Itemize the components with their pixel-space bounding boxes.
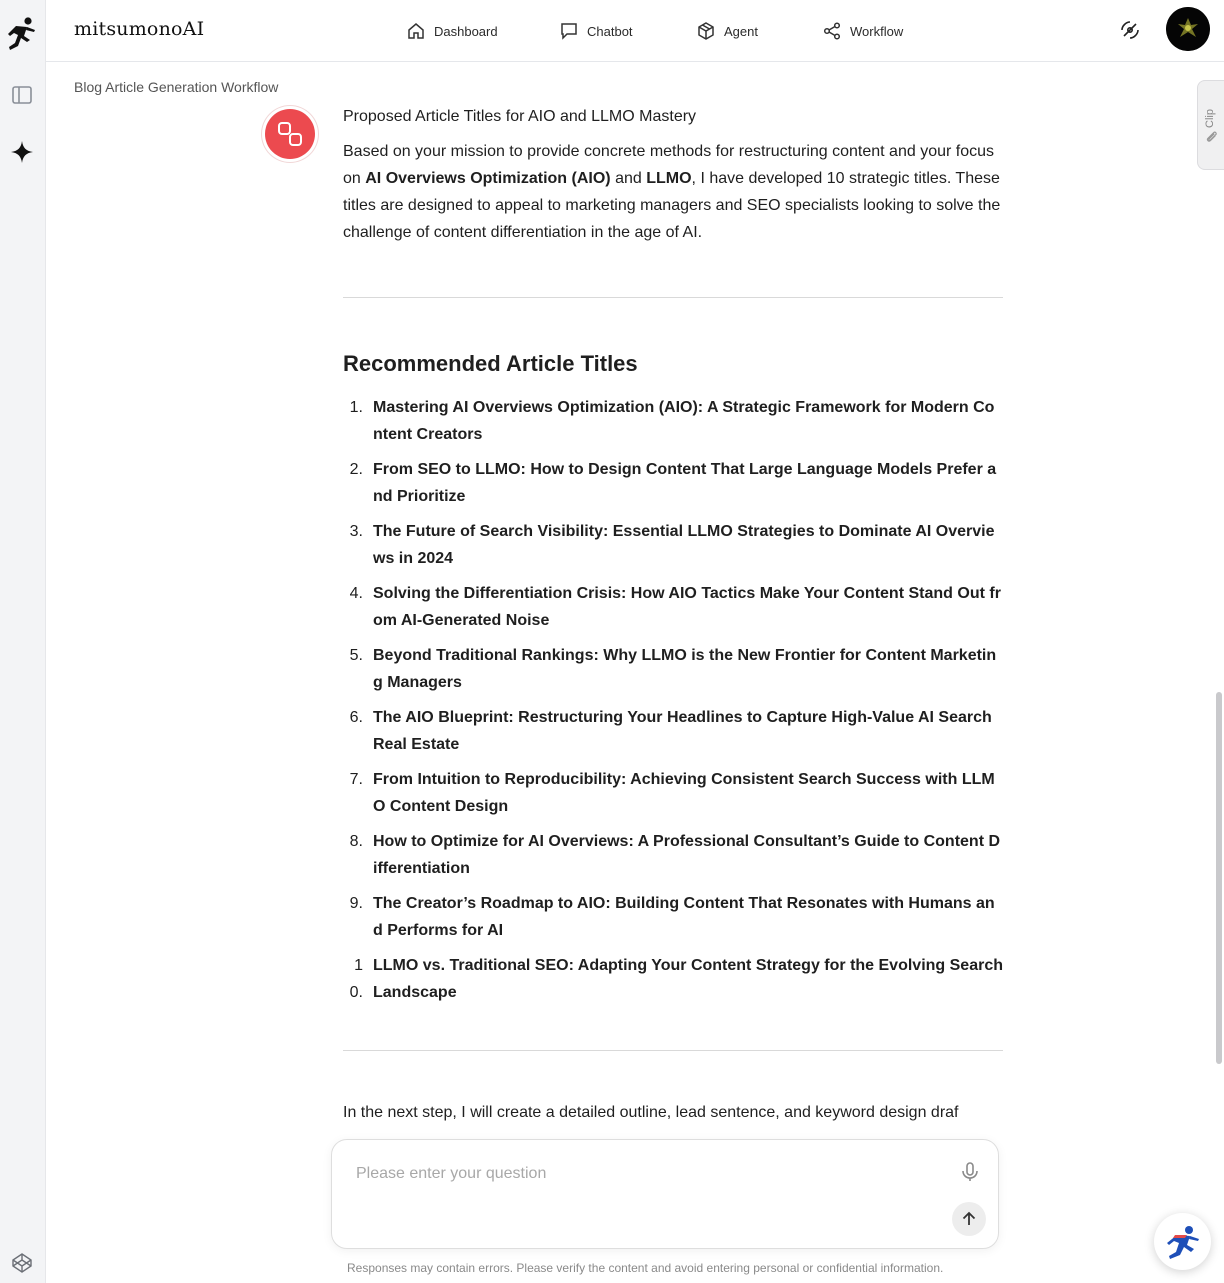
message-title: Proposed Article Titles for AIO and LLMO Mastery [343, 108, 697, 125]
assistant-message [343, 104, 1003, 1134]
title-number: 8. [349, 833, 363, 850]
runner-logo-icon[interactable] [6, 16, 38, 54]
nav-workflow[interactable] [822, 19, 903, 43]
title-list-item [343, 766, 1003, 820]
left-rail [0, 0, 46, 1283]
title-text: LLMO vs. Traditional SEO: Adapting Your Content Strategy for the Evolving Search Landscape [373, 957, 1003, 1001]
title-number: 6. [349, 709, 363, 726]
title-number: 2. [349, 461, 363, 478]
title-text: From SEO to LLMO: How to Design Content That Large Language Models Prefer and Prioritize [373, 461, 997, 505]
disclaimer-text: Responses may contain errors. Please verify the content and avoid entering personal or confidential information. [347, 1261, 944, 1275]
title-list-item [343, 952, 1003, 1006]
title-number: 7. [349, 771, 363, 788]
title-list-item [343, 456, 1003, 510]
title-number: 1. [349, 399, 363, 416]
sparkle-icon[interactable] [9, 139, 35, 165]
title-text: Mastering AI Overviews Optimization (AIO): A Strategic Framework for Modern Content Creators [373, 399, 995, 443]
home-icon [406, 21, 426, 41]
divider [343, 1050, 1003, 1051]
title-list-item [343, 580, 1003, 634]
send-button[interactable] [952, 1202, 986, 1236]
sidebar-toggle-icon[interactable] [9, 82, 35, 108]
nav-dashboard-label: Dashboard [434, 23, 498, 39]
title-text: Solving the Differentiation Crisis: How AIO Tactics Make Your Content Stand Out from AI-Generated Noise [373, 585, 1001, 629]
title-list-item [343, 890, 1003, 944]
user-avatar[interactable] [1166, 7, 1210, 51]
cube-icon [696, 21, 716, 41]
nav-agent[interactable] [696, 19, 758, 43]
broadcast-icon[interactable] [1118, 18, 1142, 42]
title-text: The Future of Search Visibility: Essential LLMO Strategies to Dominate AI Overviews in 2024 [373, 523, 995, 567]
paperclip-icon [1204, 129, 1219, 144]
title-number: 4. [349, 585, 363, 602]
section-heading: Recommended Article Titles [343, 351, 638, 376]
message-next-step: In the next step, I will create a detailed outline, lead sentence, and keyword design draf [343, 1104, 959, 1121]
question-input[interactable] [356, 1162, 916, 1186]
breadcrumb[interactable]: Blog Article Generation Workflow [74, 79, 279, 95]
arrow-up-icon [960, 1210, 978, 1228]
clip-label: Clip [1204, 109, 1216, 128]
nav-workflow-label: Workflow [850, 23, 904, 39]
title-list-item [343, 828, 1003, 882]
title-text: How to Optimize for AI Overviews: A Professional Consultant’s Guide to Content Differentiation [373, 833, 1001, 877]
title-list-item [343, 394, 1003, 448]
title-list-item [343, 704, 1003, 758]
title-number: 10. [349, 957, 363, 1001]
share-nodes-icon [822, 21, 842, 41]
title-text: The AIO Blueprint: Restructuring Your Headlines to Capture High-Value AI Search Real Estate [373, 709, 992, 753]
codepen-cube-icon[interactable] [9, 1250, 35, 1276]
bot-avatar [262, 106, 318, 162]
nav-chatbot[interactable] [559, 19, 633, 43]
chat-icon [559, 21, 579, 41]
nav-agent-label: Agent [724, 23, 758, 39]
titles-list [343, 394, 1003, 1006]
nav-chatbot-label: Chatbot [587, 23, 633, 39]
runner-mascot-icon [1163, 1222, 1203, 1262]
help-mascot-button[interactable] [1154, 1213, 1211, 1270]
title-list-item [343, 518, 1003, 572]
brand-name[interactable]: mitsumonoAI [74, 18, 205, 40]
title-number: 9. [349, 895, 363, 912]
title-text: The Creator’s Roadmap to AIO: Building Content That Resonates with Humans and Performs for AI [373, 895, 995, 939]
title-list-item [343, 642, 1003, 696]
top-bar [46, 0, 1224, 62]
clip-tab[interactable] [1197, 80, 1224, 170]
title-number: 5. [349, 647, 363, 664]
title-text: From Intuition to Reproducibility: Achieving Consistent Search Success with LLMO Content Design [373, 771, 995, 815]
title-text: Beyond Traditional Rankings: Why LLMO is the New Frontier for Content Marketing Managers [373, 647, 997, 691]
nav-dashboard[interactable] [406, 19, 498, 43]
workflow-nodes-icon [275, 119, 305, 149]
divider [343, 297, 1003, 298]
chat-composer [331, 1139, 999, 1249]
message-intro-paragraph: Based on your mission to provide concrete methods for restructuring content and your focus on AI Overviews Optimization (AIO) and LLMO, I have developed 10 strategic titles. These titles are designed to appeal to marketing managers and SEO specialists looking to solve the challenge of content differentiation in the age of AI. [343, 143, 1001, 241]
title-number: 3. [349, 523, 363, 540]
microphone-icon[interactable] [958, 1160, 982, 1184]
scrollbar-thumb[interactable] [1216, 692, 1222, 1064]
